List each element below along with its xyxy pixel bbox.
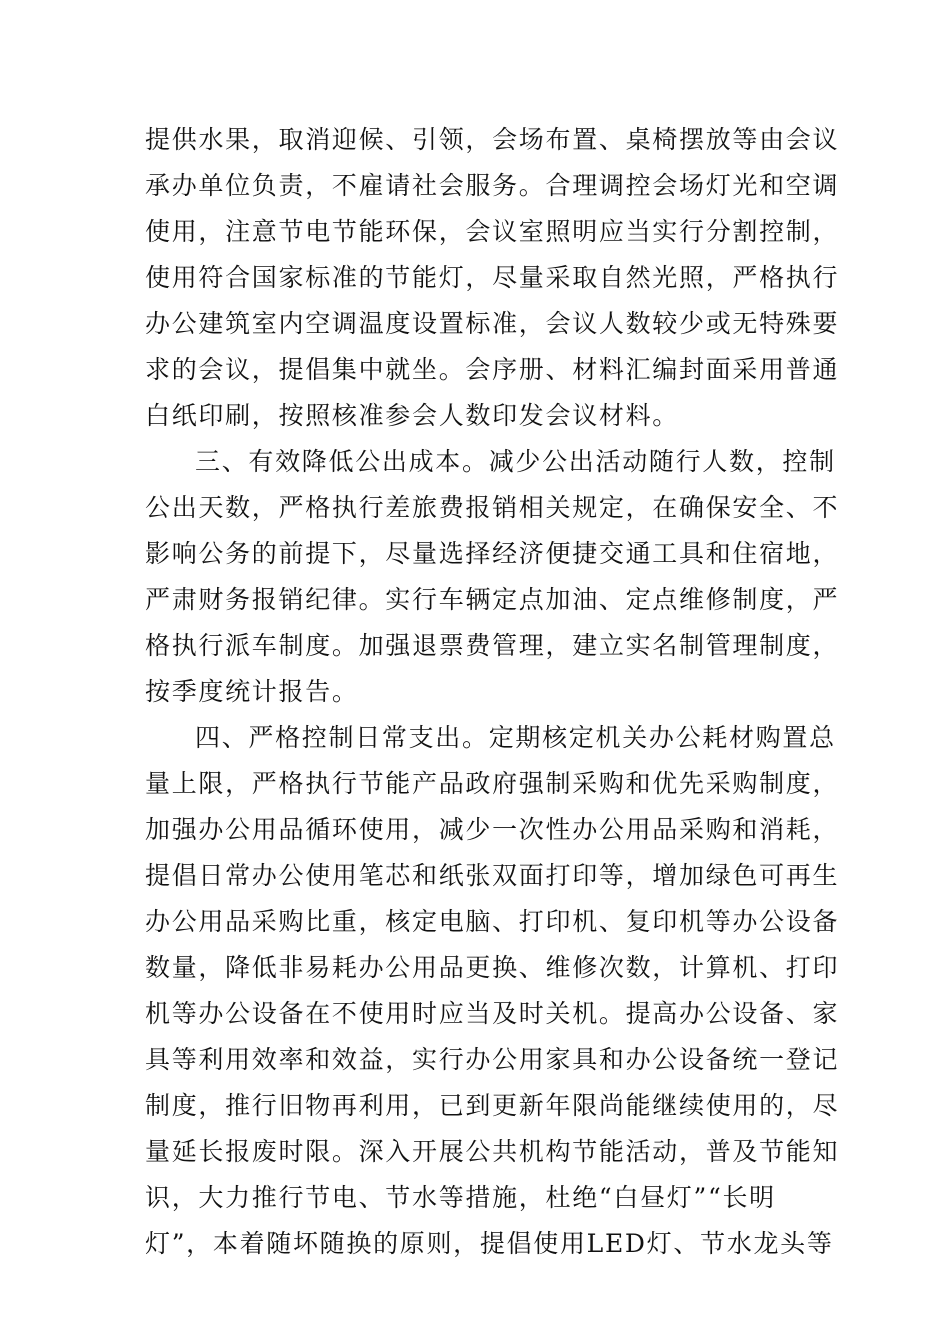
- text-line: 机等办公设备在不使用时应当及时关机。提高办公设备、家: [145, 999, 840, 1028]
- text-line: 数量，降低非易耗办公用品更换、维修次数，计算机、打印: [145, 953, 840, 982]
- section-three-heading: 三、有效降低公出成本。减少公出活动随行人数，控制: [195, 447, 836, 476]
- text-line: 加强办公用品循环使用，减少一次性办公用品采购和消耗，: [145, 815, 840, 844]
- text-line: 影响公务的前提下，尽量选择经济便捷交通工具和住宿地，: [145, 539, 840, 568]
- text-line: 量上限，严格执行节能产品政府强制采购和优先采购制度，: [145, 769, 840, 798]
- text-line: 提供水果，取消迎候、引领，会场布置、桌椅摆放等由会议: [145, 125, 840, 154]
- text-line: 使用，注意节电节能环保，会议室照明应当实行分割控制，: [145, 217, 840, 246]
- text-line: 严肃财务报销纪律。实行车辆定点加油、定点维修制度，严: [145, 585, 840, 614]
- text-line: 使用符合国家标准的节能灯，尽量采取自然光照，严格执行: [145, 263, 840, 292]
- text-line: 灯”，本着随坏随换的原则，提倡使用LED灯、节水龙头等: [145, 1229, 834, 1258]
- text-line: 制度，推行旧物再利用，已到更新年限尚能继续使用的，尽: [145, 1091, 840, 1120]
- text-line: 求的会议，提倡集中就坐。会序册、材料汇编封面采用普通: [145, 355, 840, 384]
- section-four-heading: 四、严格控制日常支出。定期核定机关办公耗材购置总: [195, 723, 836, 752]
- text-line: 承办单位负责，不雇请社会服务。合理调控会场灯光和空调: [145, 171, 840, 200]
- text-line: 办公用品采购比重，核定电脑、打印机、复印机等办公设备: [145, 907, 840, 936]
- text-line: 量延长报废时限。深入开展公共机构节能活动，普及节能知: [145, 1137, 840, 1166]
- text-line: 具等利用效率和效益，实行办公用家具和办公设备统一登记: [145, 1045, 840, 1074]
- text-line: 白纸印刷，按照核准参会人数印发会议材料。: [145, 401, 680, 430]
- text-line: 按季度统计报告。: [145, 677, 359, 706]
- text-line: 办公建筑室内空调温度设置标准，会议人数较少或无特殊要: [145, 309, 840, 338]
- text-line: 识，大力推行节电、节水等措施，杜绝“白昼灯”“长明: [145, 1183, 776, 1212]
- text-line: 格执行派车制度。加强退票费管理，建立实名制管理制度，: [145, 631, 840, 660]
- text-line: 提倡日常办公使用笔芯和纸张双面打印等，增加绿色可再生: [145, 861, 840, 890]
- text-line: 公出天数，严格执行差旅费报销相关规定，在确保安全、不: [145, 493, 840, 522]
